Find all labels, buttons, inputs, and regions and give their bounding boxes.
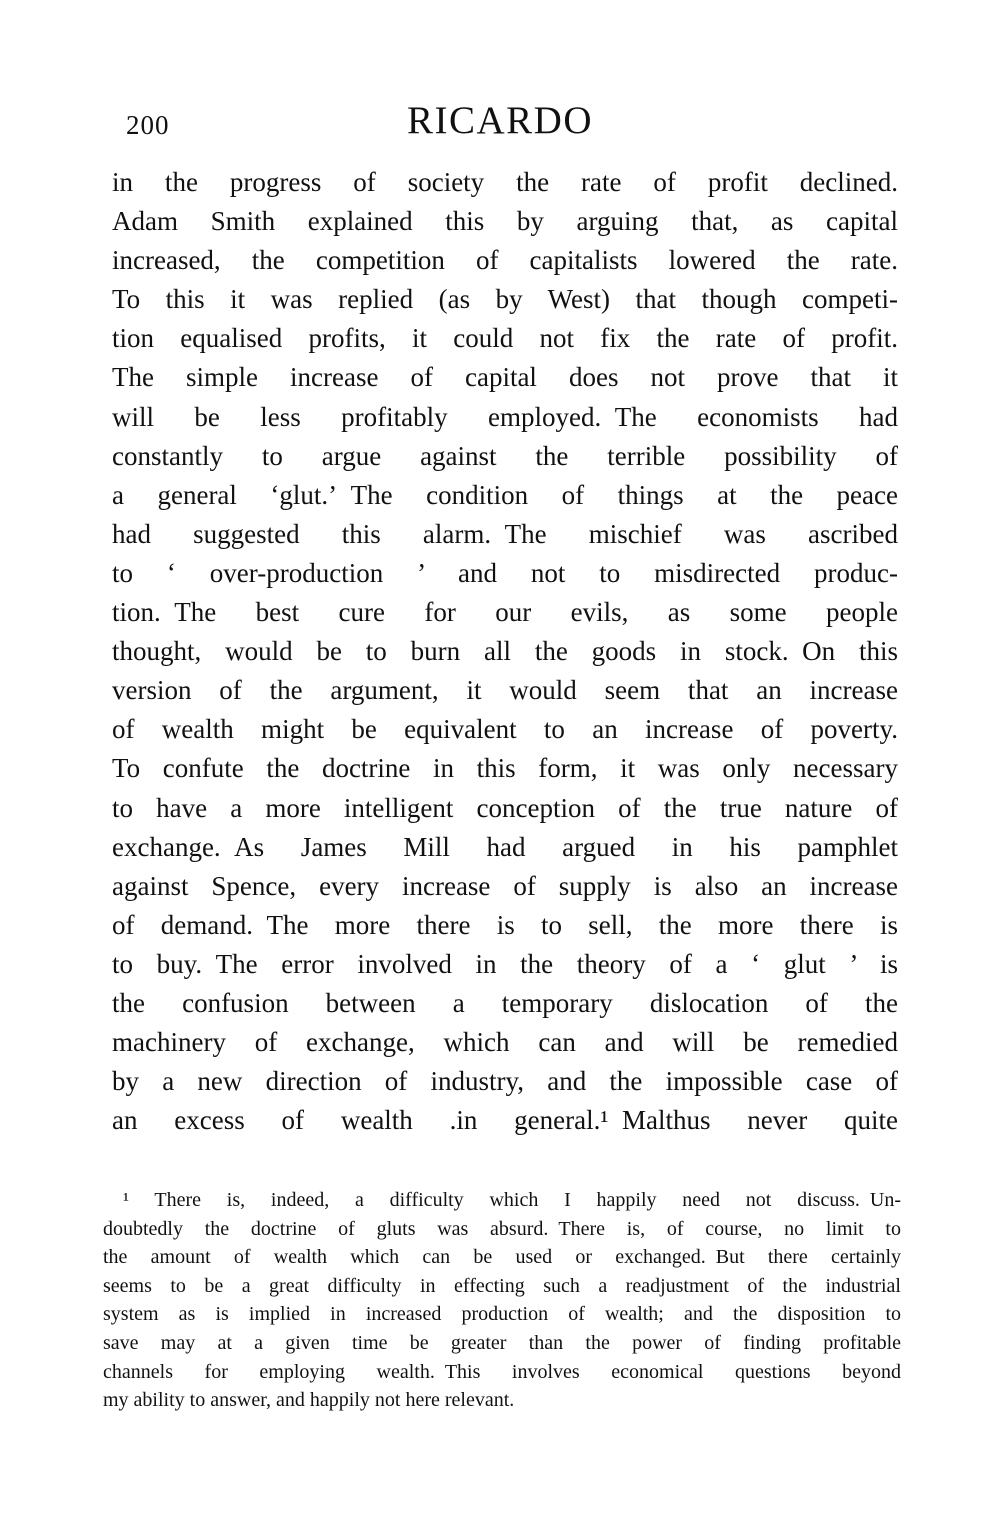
footnote	[103, 1186, 901, 1415]
text-line: in the progress of society the rate of profit declined.	[112, 167, 898, 197]
page-number: 200	[126, 110, 170, 140]
text-line: tion. The best cure for our evils, as some people	[112, 597, 898, 628]
text-line: to have a more intelligent conception of the true nature of	[112, 792, 898, 823]
footnote-line: seems to be a great difficulty in effecting such a readjustment of the industrial	[103, 1274, 901, 1297]
text-line: increased, the competition of capitalists lowered the rate.	[112, 245, 898, 276]
footnote-line: save may at a given time be greater than the power of finding profitable	[103, 1331, 901, 1354]
text-line: of wealth might be equivalent to an increase of poverty.	[112, 714, 898, 745]
footnote-line: the amount of wealth which can be used or exchanged. But there certainly	[103, 1246, 901, 1269]
page-header-title: RICARDO	[406, 99, 594, 142]
text-line: an excess of wealth .in general.¹ Malthus never quite	[112, 1105, 898, 1136]
footnote-line: channels for employing wealth. This involves economical questions beyond	[103, 1360, 901, 1383]
text-line: Adam Smith explained this by arguing that, as capital	[112, 206, 898, 237]
text-line: To this it was replied (as by West) that though competi-	[112, 284, 898, 315]
text-line: version of the argument, it would seem that an increase	[112, 675, 898, 706]
text-line: will be less profitably employed. The economists had	[112, 401, 898, 432]
text-line: machinery of exchange, which can and will be remedied	[112, 1027, 898, 1058]
text-line: The simple increase of capital does not prove that it	[112, 362, 898, 393]
text-line: the confusion between a temporary dislocation of the	[112, 987, 898, 1018]
text-line: tion equalised profits, it could not fix the rate of profit.	[112, 323, 898, 354]
text-line: To confute the doctrine in this form, it was only necessary	[112, 753, 898, 784]
text-line: of demand. The more there is to sell, the more there is	[112, 909, 898, 940]
text-line: thought, would be to burn all the goods in stock. On this	[112, 636, 898, 667]
text-line: by a new direction of industry, and the impossible case of	[112, 1066, 898, 1097]
text-line: had suggested this alarm. The mischief was ascribed	[112, 518, 898, 549]
running-head	[0, 98, 1000, 148]
body-text	[112, 163, 898, 1140]
footnote-line: ¹ There is, indeed, a difficulty which I happily need not discuss. Un-	[123, 1189, 901, 1211]
text-line: exchange. As James Mill had argued in his pamphlet	[112, 831, 898, 862]
text-line: against Spence, every increase of supply is also an increase	[112, 870, 898, 901]
text-line: to buy. The error involved in the theory of a ‘ glut ’ is	[112, 948, 898, 979]
text-line: a general ‘glut.’ The condition of things at the peace	[112, 479, 898, 510]
footnote-line: doubtedly the doctrine of gluts was absurd. There is, of course, no limit to	[103, 1217, 901, 1240]
text-line: constantly to argue against the terrible possibility of	[112, 440, 898, 471]
footnote-line: system as is implied in increased production of wealth; and the disposition to	[103, 1303, 901, 1326]
footnote-line: my ability to answer, and happily not here relevant.	[103, 1389, 515, 1412]
text-line: to ‘ over-production ’ and not to misdirected produc-	[112, 557, 898, 588]
